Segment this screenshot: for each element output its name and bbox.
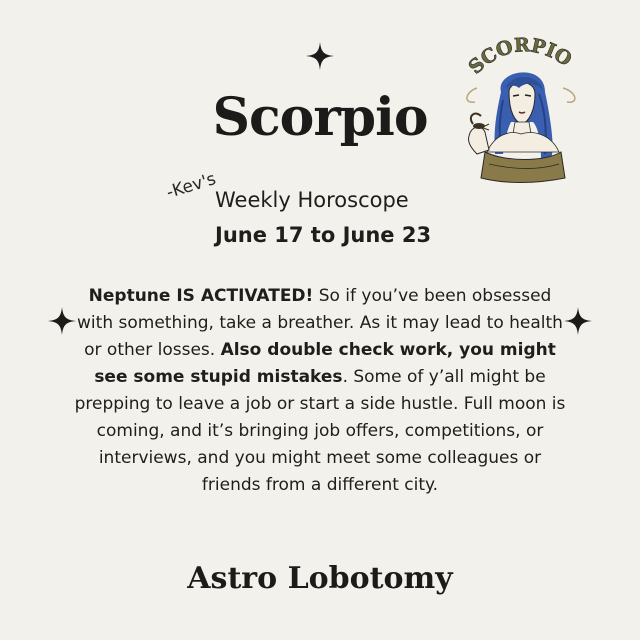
subtitle: Weekly Horoscope [215, 188, 409, 212]
paragraph-text: . Some of y’all might be prepping to leave a job or start a side hustle. Full moon is coming, and it’s bringing job offers, competitions, or interviews, and you might meet some colleagues or friends from a different city. [74, 367, 566, 495]
author-tag: -Kev's [164, 169, 219, 203]
logo-text: SCORPIO [464, 34, 576, 79]
highlight-text: Neptune IS ACTIVATED! [88, 286, 314, 306]
date-range: June 17 to June 23 [215, 223, 432, 247]
highlight-text: Also double check work, you might see some stupid mistakes [94, 340, 556, 387]
horoscope-text [70, 283, 570, 499]
brand-name: Astro Lobotomy [187, 561, 453, 596]
sparkle-icon [306, 42, 334, 70]
svg-text:SCORPIO [465, 34, 576, 78]
page-title: Scorpio [212, 87, 428, 148]
paragraph-text: So if you’ve been obsessed with something, take a breather. As it may lead to health or other losses. [77, 286, 563, 360]
